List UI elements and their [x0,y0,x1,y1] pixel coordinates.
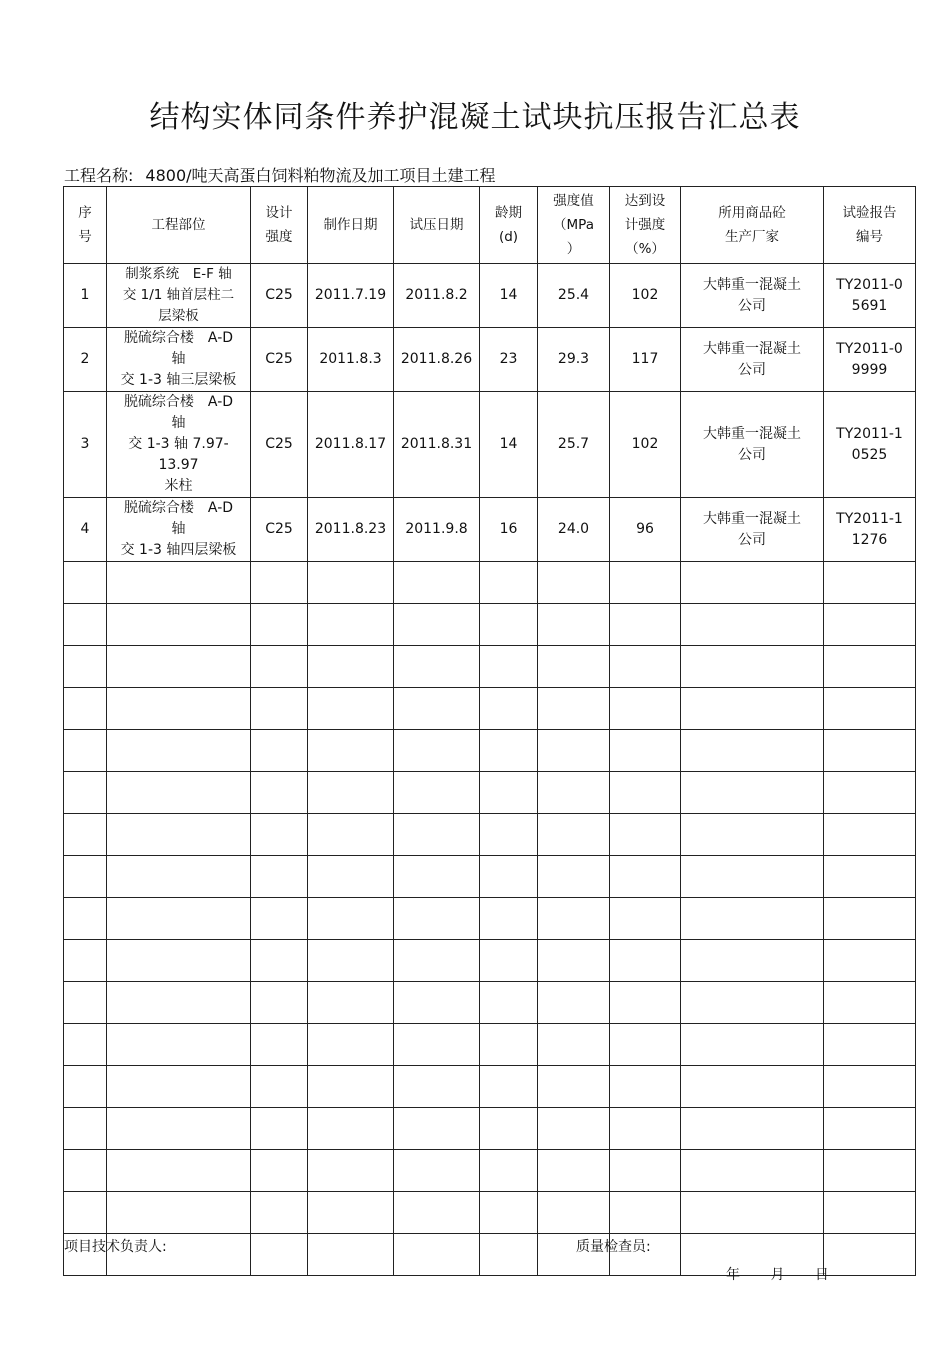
empty-cell [107,772,251,814]
empty-cell [681,1108,824,1150]
header-report-no: 试验报告 编号 [824,187,916,264]
empty-cell [480,688,538,730]
empty-cell [251,1024,308,1066]
empty-cell [480,856,538,898]
empty-cell [107,646,251,688]
empty-cell [824,1150,916,1192]
empty-cell [394,814,480,856]
empty-cell [824,814,916,856]
cell-no: 2 [64,328,107,392]
empty-cell [681,730,824,772]
empty-cell [610,814,681,856]
empty-cell [538,562,610,604]
empty-cell [107,1024,251,1066]
header-row [64,187,916,264]
empty-cell [64,982,107,1024]
empty-cell [824,1192,916,1234]
header-test-date: 试压日期 [394,187,480,264]
empty-cell [681,1150,824,1192]
cell-vendor: 大韩重一混凝土 公司 [681,264,824,328]
empty-cell [538,730,610,772]
empty-cell [308,646,394,688]
empty-cell [394,730,480,772]
empty-cell [394,982,480,1024]
empty-cell [538,1024,610,1066]
empty-row [64,814,916,856]
empty-cell [308,898,394,940]
cell-percent: 102 [610,264,681,328]
header-percent: 达到设 计强度 （%） [610,187,681,264]
empty-cell [610,1066,681,1108]
cell-made: 2011.7.19 [308,264,394,328]
empty-cell [64,1192,107,1234]
empty-cell [610,646,681,688]
empty-cell [107,940,251,982]
empty-cell [308,982,394,1024]
cell-grade: C25 [251,392,308,498]
empty-row [64,940,916,982]
empty-cell [64,604,107,646]
empty-cell [251,604,308,646]
empty-cell [610,1192,681,1234]
empty-cell [64,940,107,982]
empty-cell [107,856,251,898]
cell-percent: 96 [610,498,681,562]
empty-cell [480,1108,538,1150]
empty-cell [107,814,251,856]
empty-cell [824,940,916,982]
empty-cell [538,1108,610,1150]
empty-cell [824,1066,916,1108]
header-grade: 设计 强度 [251,187,308,264]
empty-cell [610,982,681,1024]
cell-grade: C25 [251,328,308,392]
empty-cell [610,856,681,898]
empty-cell [824,898,916,940]
empty-cell [64,1066,107,1108]
empty-cell [308,1024,394,1066]
empty-cell [824,1024,916,1066]
cell-report: TY2011-0 5691 [824,264,916,328]
empty-cell [538,856,610,898]
empty-row [64,688,916,730]
empty-cell [251,814,308,856]
project-label: 工程名称: [64,166,134,185]
cell-part: 脱硫综合楼 A-D 轴 交 1-3 轴 7.97-13.97 米柱 [107,392,251,498]
empty-cell [610,604,681,646]
empty-cell [64,772,107,814]
empty-cell [610,730,681,772]
empty-cell [394,772,480,814]
empty-cell [394,940,480,982]
empty-cell [308,1150,394,1192]
empty-cell [394,1150,480,1192]
empty-cell [308,772,394,814]
empty-cell [308,604,394,646]
empty-cell [251,772,308,814]
header-strength: 强度值 （MPa ） [538,187,610,264]
empty-cell [538,646,610,688]
empty-cell [480,730,538,772]
empty-cell [480,604,538,646]
empty-cell [394,898,480,940]
empty-cell [308,730,394,772]
date-label: 年 月 日 [726,1267,829,1283]
empty-cell [64,898,107,940]
empty-cell [251,1066,308,1108]
empty-row [64,772,916,814]
empty-cell [480,898,538,940]
table-row [64,264,916,328]
empty-cell [538,814,610,856]
empty-cell [394,1192,480,1234]
cell-tested: 2011.8.2 [394,264,480,328]
empty-cell [107,1108,251,1150]
empty-cell [610,1150,681,1192]
empty-row [64,1192,916,1234]
cell-part: 脱硫综合楼 A-D 轴 交 1-3 轴三层梁板 [107,328,251,392]
empty-row [64,982,916,1024]
empty-cell [251,1108,308,1150]
empty-cell [681,814,824,856]
empty-cell [251,562,308,604]
tech-lead-signature-label: 项目技术负责人: [64,1239,167,1255]
empty-cell [681,940,824,982]
empty-cell [538,940,610,982]
empty-cell [308,1192,394,1234]
empty-cell [480,1150,538,1192]
cell-no: 4 [64,498,107,562]
empty-cell [824,1108,916,1150]
header-part: 工程部位 [107,187,251,264]
empty-cell [610,772,681,814]
cell-age: 14 [480,392,538,498]
empty-cell [824,604,916,646]
empty-cell [538,982,610,1024]
empty-cell [681,1024,824,1066]
empty-cell [308,814,394,856]
empty-cell [824,982,916,1024]
empty-row [64,1024,916,1066]
empty-cell [681,898,824,940]
header-vendor: 所用商品砼 生产厂家 [681,187,824,264]
empty-cell [480,1234,538,1276]
empty-cell [538,688,610,730]
empty-cell [610,1024,681,1066]
empty-cell [251,982,308,1024]
empty-cell [681,1066,824,1108]
empty-row [64,856,916,898]
empty-cell [681,562,824,604]
empty-cell [480,1024,538,1066]
empty-cell [107,1192,251,1234]
cell-tested: 2011.8.31 [394,392,480,498]
empty-cell [107,730,251,772]
empty-cell [538,1150,610,1192]
cell-percent: 102 [610,392,681,498]
header-made-date: 制作日期 [308,187,394,264]
cell-vendor: 大韩重一混凝土 公司 [681,498,824,562]
empty-cell [64,1024,107,1066]
empty-row [64,562,916,604]
project-name: 4800/吨天高蛋白饲料粕物流及加工项目土建工程 [145,166,496,185]
cell-report: TY2011-0 9999 [824,328,916,392]
empty-cell [64,562,107,604]
cell-strength: 24.0 [538,498,610,562]
empty-cell [251,940,308,982]
empty-cell [538,898,610,940]
empty-cell [480,646,538,688]
empty-cell [480,772,538,814]
empty-cell [824,856,916,898]
empty-cell [538,604,610,646]
cell-age: 16 [480,498,538,562]
empty-cell [107,688,251,730]
empty-cell [308,1234,394,1276]
empty-cell [251,1234,308,1276]
empty-cell [107,562,251,604]
empty-row [64,1150,916,1192]
header-no: 序 号 [64,187,107,264]
empty-cell [64,856,107,898]
empty-cell [308,856,394,898]
cell-report: TY2011-1 0525 [824,392,916,498]
empty-cell [394,856,480,898]
cell-vendor: 大韩重一混凝土 公司 [681,392,824,498]
empty-row [64,646,916,688]
report-title: 结构实体同条件养护混凝土试块抗压报告汇总表 [149,100,801,135]
cell-grade: C25 [251,498,308,562]
empty-cell [480,1192,538,1234]
empty-cell [480,1066,538,1108]
empty-cell [107,1150,251,1192]
empty-cell [824,1234,916,1276]
cell-grade: C25 [251,264,308,328]
table-row [64,328,916,392]
cell-vendor: 大韩重一混凝土 公司 [681,328,824,392]
empty-cell [610,940,681,982]
cell-strength: 25.4 [538,264,610,328]
empty-cell [107,1066,251,1108]
empty-cell [681,604,824,646]
empty-cell [824,730,916,772]
cell-age: 14 [480,264,538,328]
empty-cell [610,688,681,730]
empty-cell [681,772,824,814]
empty-cell [538,1192,610,1234]
cell-made: 2011.8.23 [308,498,394,562]
empty-cell [107,604,251,646]
empty-cell [64,1150,107,1192]
cell-part: 脱硫综合楼 A-D 轴 交 1-3 轴四层梁板 [107,498,251,562]
table-row [64,392,916,498]
project-line [64,163,496,186]
empty-cell [251,898,308,940]
empty-cell [681,982,824,1024]
empty-cell [251,856,308,898]
cell-no: 1 [64,264,107,328]
cell-report: TY2011-1 1276 [824,498,916,562]
empty-cell [681,856,824,898]
empty-cell [480,982,538,1024]
empty-cell [107,982,251,1024]
empty-cell [480,562,538,604]
empty-row [64,1066,916,1108]
empty-cell [394,562,480,604]
empty-cell [824,646,916,688]
empty-cell [394,1024,480,1066]
empty-cell [538,1066,610,1108]
empty-cell [64,730,107,772]
cell-strength: 25.7 [538,392,610,498]
empty-cell [308,1066,394,1108]
header-age: 龄期 (d) [480,187,538,264]
cell-age: 23 [480,328,538,392]
empty-cell [610,898,681,940]
empty-cell [308,562,394,604]
empty-cell [610,1108,681,1150]
empty-cell [251,688,308,730]
empty-cell [308,688,394,730]
empty-cell [681,688,824,730]
empty-cell [824,688,916,730]
cell-percent: 117 [610,328,681,392]
empty-cell [538,772,610,814]
empty-cell [251,646,308,688]
empty-cell [480,814,538,856]
empty-cell [394,1108,480,1150]
cell-made: 2011.8.3 [308,328,394,392]
empty-cell [394,1234,480,1276]
empty-cell [251,730,308,772]
empty-cell [64,814,107,856]
empty-cell [64,1108,107,1150]
empty-row [64,1108,916,1150]
empty-cell [394,688,480,730]
empty-cell [64,688,107,730]
empty-row [64,604,916,646]
empty-cell [394,1066,480,1108]
empty-cell [480,940,538,982]
cell-strength: 29.3 [538,328,610,392]
empty-cell [308,1108,394,1150]
empty-cell [308,940,394,982]
empty-cell [681,646,824,688]
table-row [64,498,916,562]
empty-cell [394,646,480,688]
empty-cell [64,646,107,688]
cell-tested: 2011.8.26 [394,328,480,392]
empty-row [64,898,916,940]
summary-table [63,186,916,1276]
empty-cell [394,604,480,646]
cell-no: 3 [64,392,107,498]
empty-cell [251,1150,308,1192]
cell-part: 制浆系统 E-F 轴 交 1/1 轴首层柱二 层梁板 [107,264,251,328]
empty-cell [107,898,251,940]
inspector-signature-label: 质量检查员: [576,1239,651,1255]
cell-made: 2011.8.17 [308,392,394,498]
empty-cell [610,562,681,604]
cell-tested: 2011.9.8 [394,498,480,562]
empty-cell [681,1192,824,1234]
empty-cell [251,1192,308,1234]
empty-cell [824,772,916,814]
empty-row [64,730,916,772]
empty-cell [824,562,916,604]
